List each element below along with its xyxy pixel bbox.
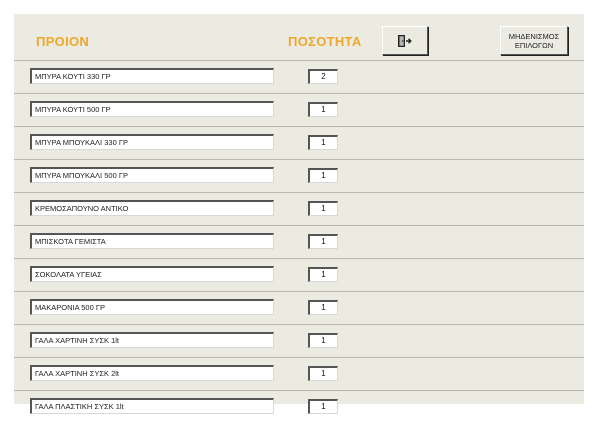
product-row	[14, 291, 584, 324]
quantity-field[interactable]: 1	[308, 399, 338, 414]
quantity-field[interactable]: 1	[308, 135, 338, 150]
product-name-field[interactable]: ΜΑΚΑΡΟΝΙΑ 500 ΓΡ	[30, 299, 274, 315]
quantity-field[interactable]: 1	[308, 333, 338, 348]
reset-label-line1: ΜΗΔΕΝΙΣΜΟΣ	[508, 31, 560, 41]
quantity-field[interactable]: 1	[308, 267, 338, 282]
product-row	[14, 126, 584, 159]
product-row	[14, 390, 584, 423]
product-name-field[interactable]: ΓΑΛΑ ΧΑΡΤΙΝΗ ΣΥΣΚ 2lt	[30, 365, 274, 381]
product-name-field[interactable]: ΓΑΛΑ ΠΛΑΣΤΙΚΗ ΣΥΣΚ 1lt	[30, 398, 274, 414]
product-list	[14, 60, 584, 423]
quantity-field[interactable]: 1	[308, 102, 338, 117]
product-row	[14, 159, 584, 192]
product-row	[14, 225, 584, 258]
product-name-field[interactable]: ΜΠΥΡΑ ΜΠΟΥΚΑΛΙ 500 ΓΡ	[30, 167, 274, 183]
product-name-field[interactable]: ΜΠΥΡΑ ΜΠΟΥΚΑΛΙ 330 ΓΡ	[30, 134, 274, 150]
product-row	[14, 192, 584, 225]
product-name-field[interactable]: ΜΠΥΡΑ ΚΟΥΤΙ 330 ΓΡ	[30, 68, 274, 84]
reset-label-line2: ΕΠΙΛΟΓΩΝ	[514, 40, 554, 50]
product-name-field[interactable]: ΜΠΥΡΑ ΚΟΥΤΙ 500 ΓΡ	[30, 101, 274, 117]
quantity-field[interactable]: 1	[308, 168, 338, 183]
quantity-field[interactable]: 2	[308, 69, 338, 84]
quantity-field[interactable]: 1	[308, 234, 338, 249]
quantity-column-title: ΠΟΣΟΤΗΤΑ	[288, 34, 362, 49]
product-name-field[interactable]: ΜΠΙΣΚΟΤΑ ΓΕΜΙΣΤΑ	[30, 233, 274, 249]
form-header	[14, 14, 584, 66]
product-column-title: ΠΡΟΙΟΝ	[36, 34, 90, 49]
product-row	[14, 258, 584, 291]
quantity-field[interactable]: 1	[308, 366, 338, 381]
exit-button[interactable]	[382, 26, 428, 55]
product-name-field[interactable]: ΚΡΕΜΟΣΑΠΟΥΝΟ ΑΝΤΙΚΟ	[30, 200, 274, 216]
product-row	[14, 60, 584, 93]
reset-selections-button[interactable]	[500, 26, 568, 55]
product-row	[14, 93, 584, 126]
order-form	[14, 14, 584, 411]
exit-door-icon	[398, 35, 412, 47]
quantity-field[interactable]: 1	[308, 300, 338, 315]
product-row	[14, 357, 584, 390]
quantity-field[interactable]: 1	[308, 201, 338, 216]
product-name-field[interactable]: ΣΟΚΟΛΑΤΑ ΥΓΕΙΑΣ	[30, 266, 274, 282]
product-row	[14, 324, 584, 357]
product-name-field[interactable]: ΓΑΛΑ ΧΑΡΤΙΝΗ ΣΥΣΚ 1lt	[30, 332, 274, 348]
